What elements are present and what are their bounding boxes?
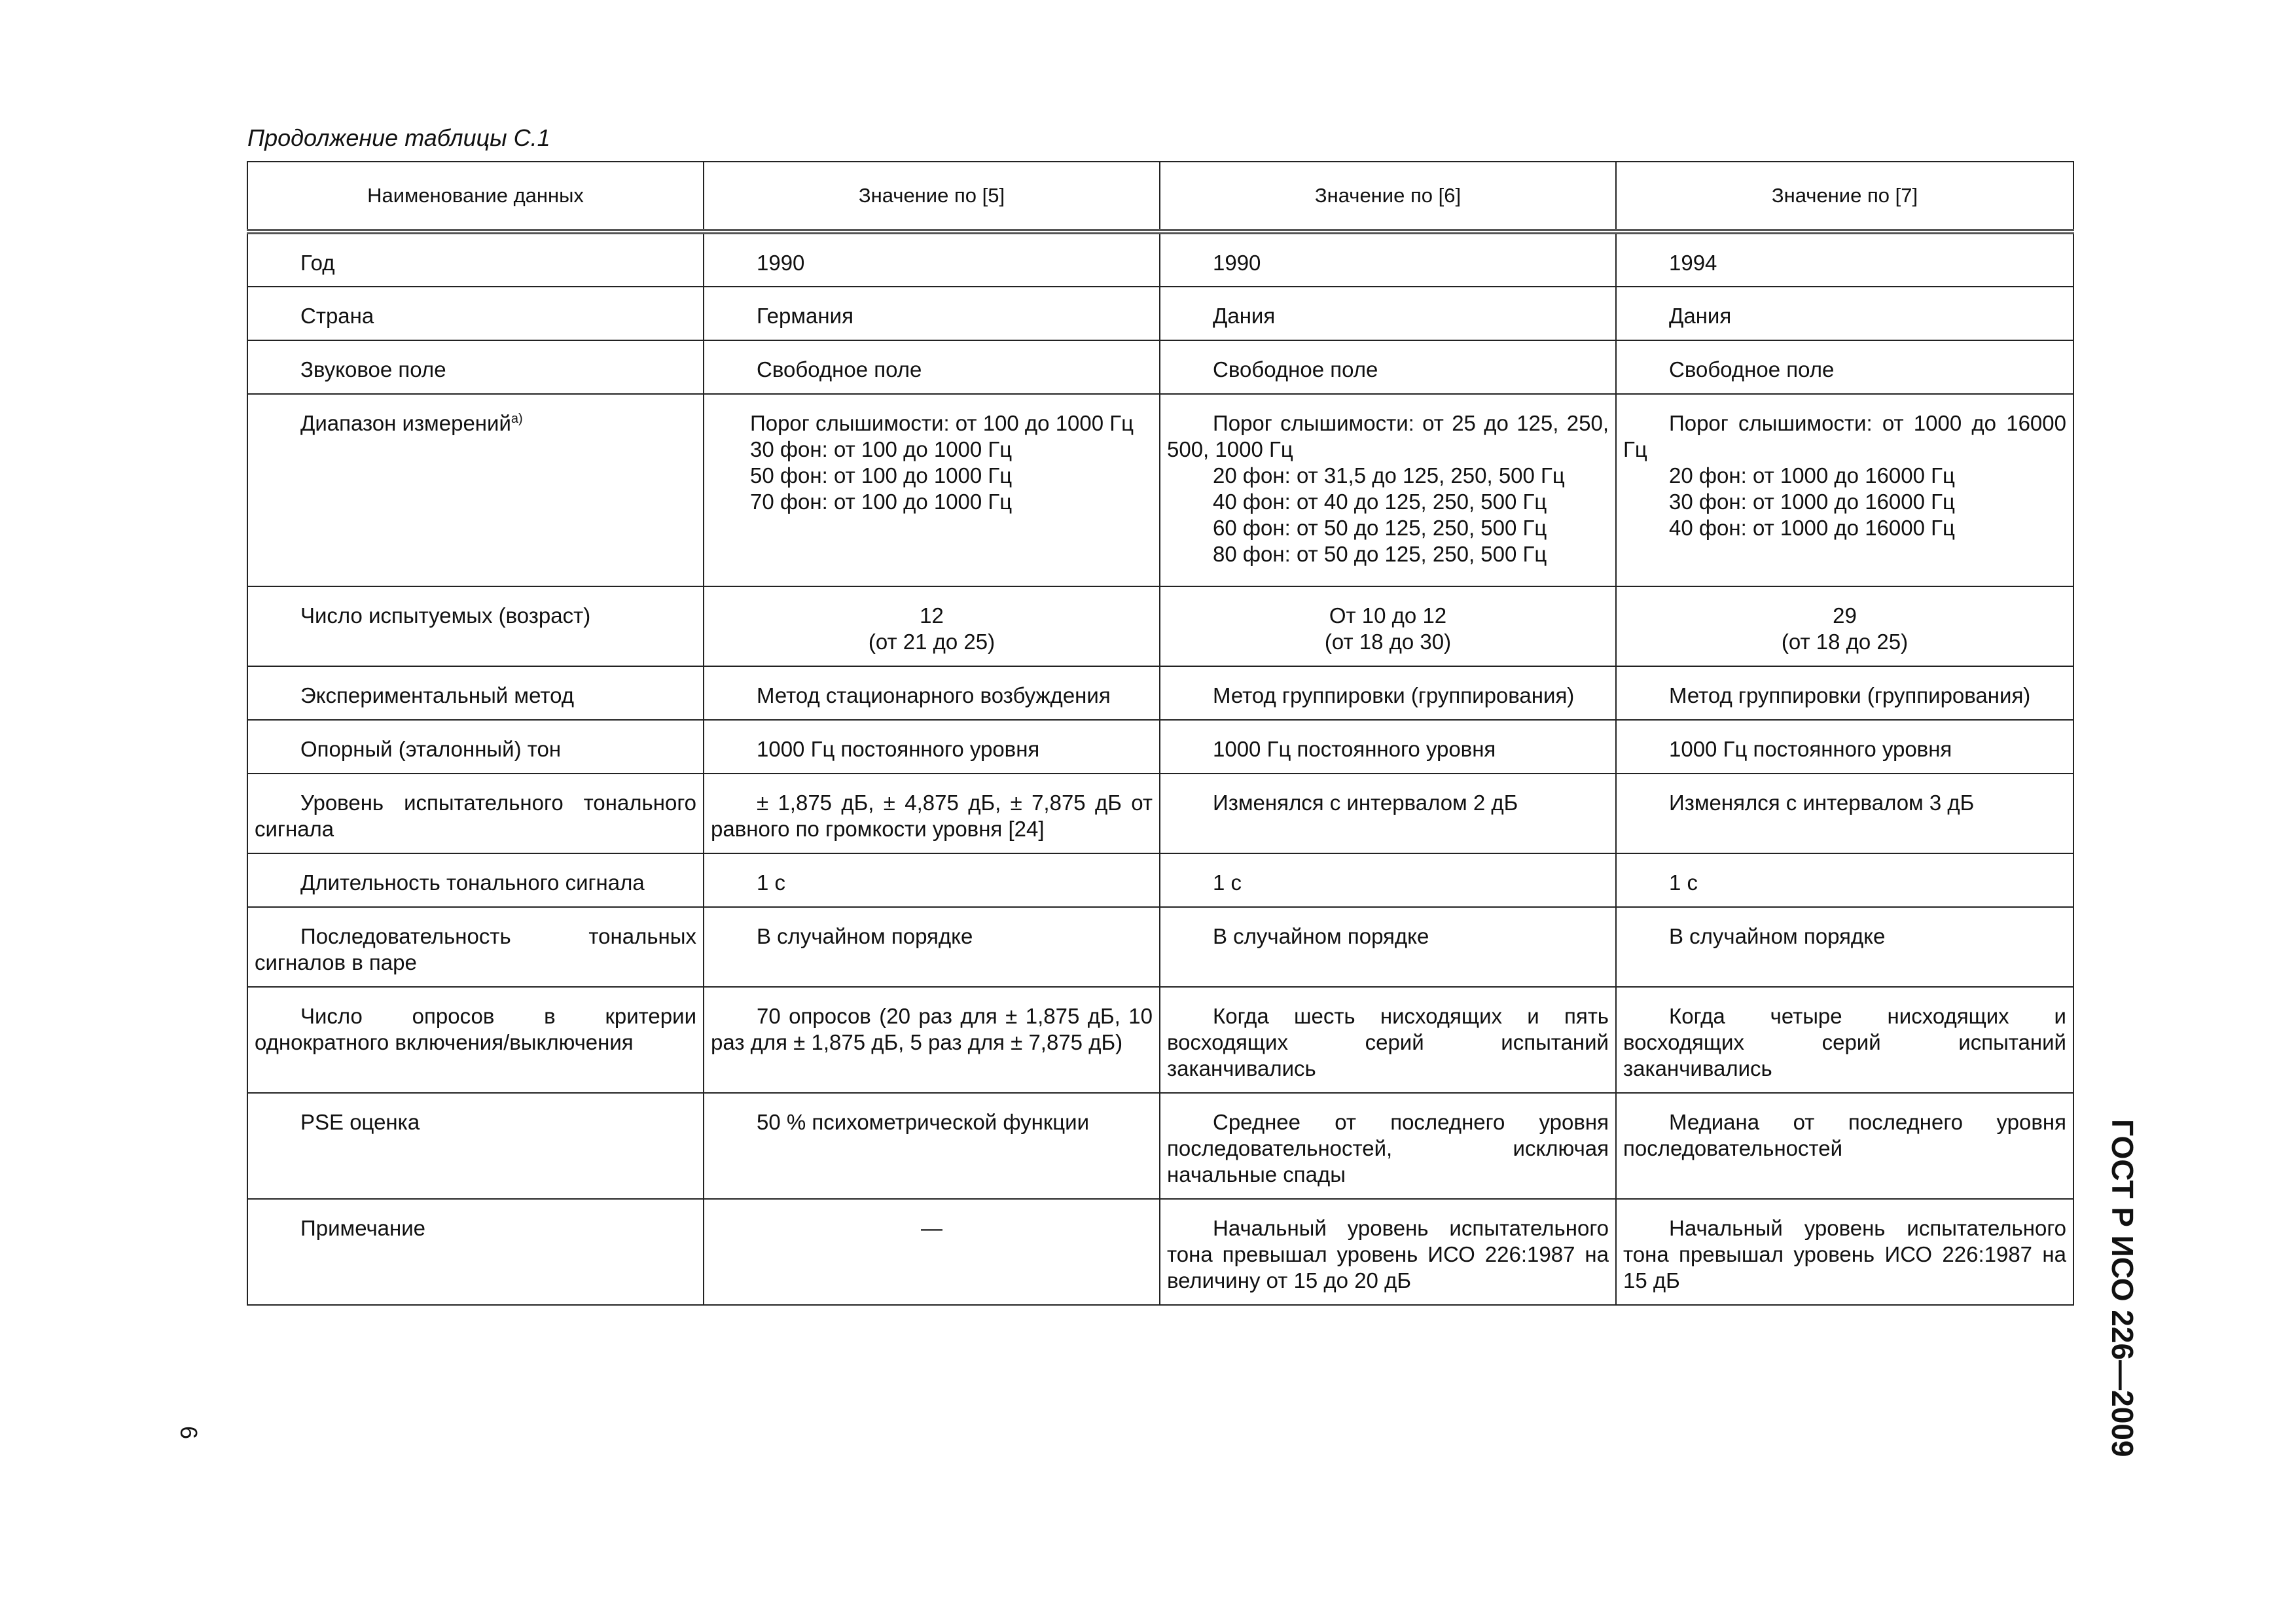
value-ref6: Изменялся с интервалом 2 дБ [1160, 774, 1616, 853]
value-line: Порог слышимости: от 1000 до 16000 Гц [1623, 411, 2066, 461]
table-row [247, 907, 2073, 987]
table-row [247, 232, 2073, 287]
value-ref7: Метод группировки (группирования) [1616, 666, 2073, 720]
table-header-row [247, 162, 2073, 232]
value-line: (от 18 до 25) [1781, 630, 1909, 654]
value-ref7: Дания [1616, 287, 2073, 340]
value-line: Порог слышимости: от 100 до 1000 Гц [750, 411, 1134, 435]
value-ref6: Метод группировки (группирования) [1160, 666, 1616, 720]
value-ref6: Когда шесть нисходящих и пять восходящих серий испытаний заканчивались [1160, 987, 1616, 1093]
value-ref5: Свободное поле [704, 340, 1160, 394]
row-name: Уровень испытательного тонального сигнала [247, 774, 704, 853]
table-row [247, 853, 2073, 907]
value-ref7: Свободное поле [1616, 340, 2073, 394]
table-row [247, 1199, 2073, 1305]
row-name: Экспериментальный метод [247, 666, 704, 720]
value-ref7: Изменялся с интервалом 3 дБ [1616, 774, 2073, 853]
page-number: 6 [175, 1425, 203, 1440]
value-line: 40 фон: от 1000 до 16000 Гц [1669, 516, 1955, 540]
value-line: От 10 до 12 [1329, 603, 1447, 628]
column-header-name: Наименование данных [247, 162, 704, 232]
value-ref7 [1616, 394, 2073, 586]
table-row [247, 720, 2073, 774]
value-ref6: Дания [1160, 287, 1616, 340]
row-name: Длительность тонального сигнала [247, 853, 704, 907]
table-row [247, 394, 2073, 586]
value-line: 80 фон: от 50 до 125, 250, 500 Гц [1213, 542, 1547, 566]
table-row [247, 666, 2073, 720]
value-ref6: Среднее от последнего уровня последовательностей, исключая начальные спады [1160, 1093, 1616, 1199]
document-side-title: ГОСТ Р ИСО 226—2009 [2106, 1119, 2140, 1457]
value-ref6 [1160, 586, 1616, 666]
footnote-marker: а) [511, 412, 523, 426]
value-line: (от 21 до 25) [868, 630, 996, 654]
value-ref7: Начальный уровень испытательного тона превышал уровень ИСО 226:1987 на 15 дБ [1616, 1199, 2073, 1305]
table-row [247, 987, 2073, 1093]
value-ref5: 1000 Гц постоянного уровня [704, 720, 1160, 774]
value-line: (от 18 до 30) [1324, 630, 1452, 654]
value-ref6: Свободное поле [1160, 340, 1616, 394]
row-name [247, 394, 704, 586]
value-line: Порог слышимости: от 25 до 125, 250, 500, 1000 Гц [1167, 411, 1609, 461]
row-name: Год [247, 232, 704, 287]
row-name: Число опросов в критерии однократного включения/выключения [247, 987, 704, 1093]
value-ref6: Начальный уровень испытательного тона превышал уровень ИСО 226:1987 на величину от 15 до 20 дБ [1160, 1199, 1616, 1305]
value-ref7: 1000 Гц постоянного уровня [1616, 720, 2073, 774]
value-ref6: В случайном порядке [1160, 907, 1616, 987]
value-line: 60 фон: от 50 до 125, 250, 500 Гц [1213, 516, 1547, 540]
row-name: PSE оценка [247, 1093, 704, 1199]
column-header-ref6: Значение по [6] [1160, 162, 1616, 232]
value-ref5: ± 1,875 дБ, ± 4,875 дБ, ± 7,875 дБ от равного по громкости уровня [24] [704, 774, 1160, 853]
row-name: Примечание [247, 1199, 704, 1305]
value-ref6: 1000 Гц постоянного уровня [1160, 720, 1616, 774]
value-ref5: Метод стационарного возбуждения [704, 666, 1160, 720]
table-row [247, 586, 2073, 666]
value-ref7: 1994 [1616, 232, 2073, 287]
value-ref5: 1990 [704, 232, 1160, 287]
value-line: 50 фон: от 100 до 1000 Гц [750, 463, 1013, 488]
value-ref5 [704, 586, 1160, 666]
table-row [247, 340, 2073, 394]
value-ref5: — [704, 1199, 1160, 1305]
value-line: 29 [1833, 603, 1857, 628]
row-name: Последовательность тональных сигналов в паре [247, 907, 704, 987]
value-ref5: 1 с [704, 853, 1160, 907]
value-ref7 [1616, 586, 2073, 666]
row-name-text: Диапазон измерений [300, 411, 511, 435]
value-line: 30 фон: от 1000 до 16000 Гц [1669, 490, 1955, 514]
value-ref7: Когда четыре нисходящих и восходящих серий испытаний заканчивались [1616, 987, 2073, 1093]
value-line: 20 фон: от 1000 до 16000 Гц [1669, 463, 1955, 488]
row-name: Опорный (эталонный) тон [247, 720, 704, 774]
column-header-ref5: Значение по [5] [704, 162, 1160, 232]
value-ref5 [704, 394, 1160, 586]
value-ref6: 1 с [1160, 853, 1616, 907]
data-table [247, 161, 2074, 1306]
value-line: 70 фон: от 100 до 1000 Гц [750, 490, 1013, 514]
value-ref7: Медиана от последнего уровня последовательностей [1616, 1093, 2073, 1199]
table-row [247, 287, 2073, 340]
value-ref6 [1160, 394, 1616, 586]
value-ref7: 1 с [1616, 853, 2073, 907]
value-ref7: В случайном порядке [1616, 907, 2073, 987]
value-line: 30 фон: от 100 до 1000 Гц [750, 437, 1013, 461]
column-header-ref7: Значение по [7] [1616, 162, 2073, 232]
row-name: Страна [247, 287, 704, 340]
value-ref6: 1990 [1160, 232, 1616, 287]
value-line: 12 [920, 603, 944, 628]
value-ref5: В случайном порядке [704, 907, 1160, 987]
table-row [247, 1093, 2073, 1199]
table-caption: Продолжение таблицы С.1 [247, 124, 550, 151]
value-line: 40 фон: от 40 до 125, 250, 500 Гц [1213, 490, 1547, 514]
value-line: 20 фон: от 31,5 до 125, 250, 500 Гц [1213, 463, 1565, 488]
table-row [247, 774, 2073, 853]
row-name: Звуковое поле [247, 340, 704, 394]
value-ref5: Германия [704, 287, 1160, 340]
value-ref5: 70 опросов (20 раз для ± 1,875 дБ, 10 раз для ± 1,875 дБ, 5 раз для ± 7,875 дБ) [704, 987, 1160, 1093]
value-ref5: 50 % психометрической функции [704, 1093, 1160, 1199]
row-name: Число испытуемых (возраст) [247, 586, 704, 666]
